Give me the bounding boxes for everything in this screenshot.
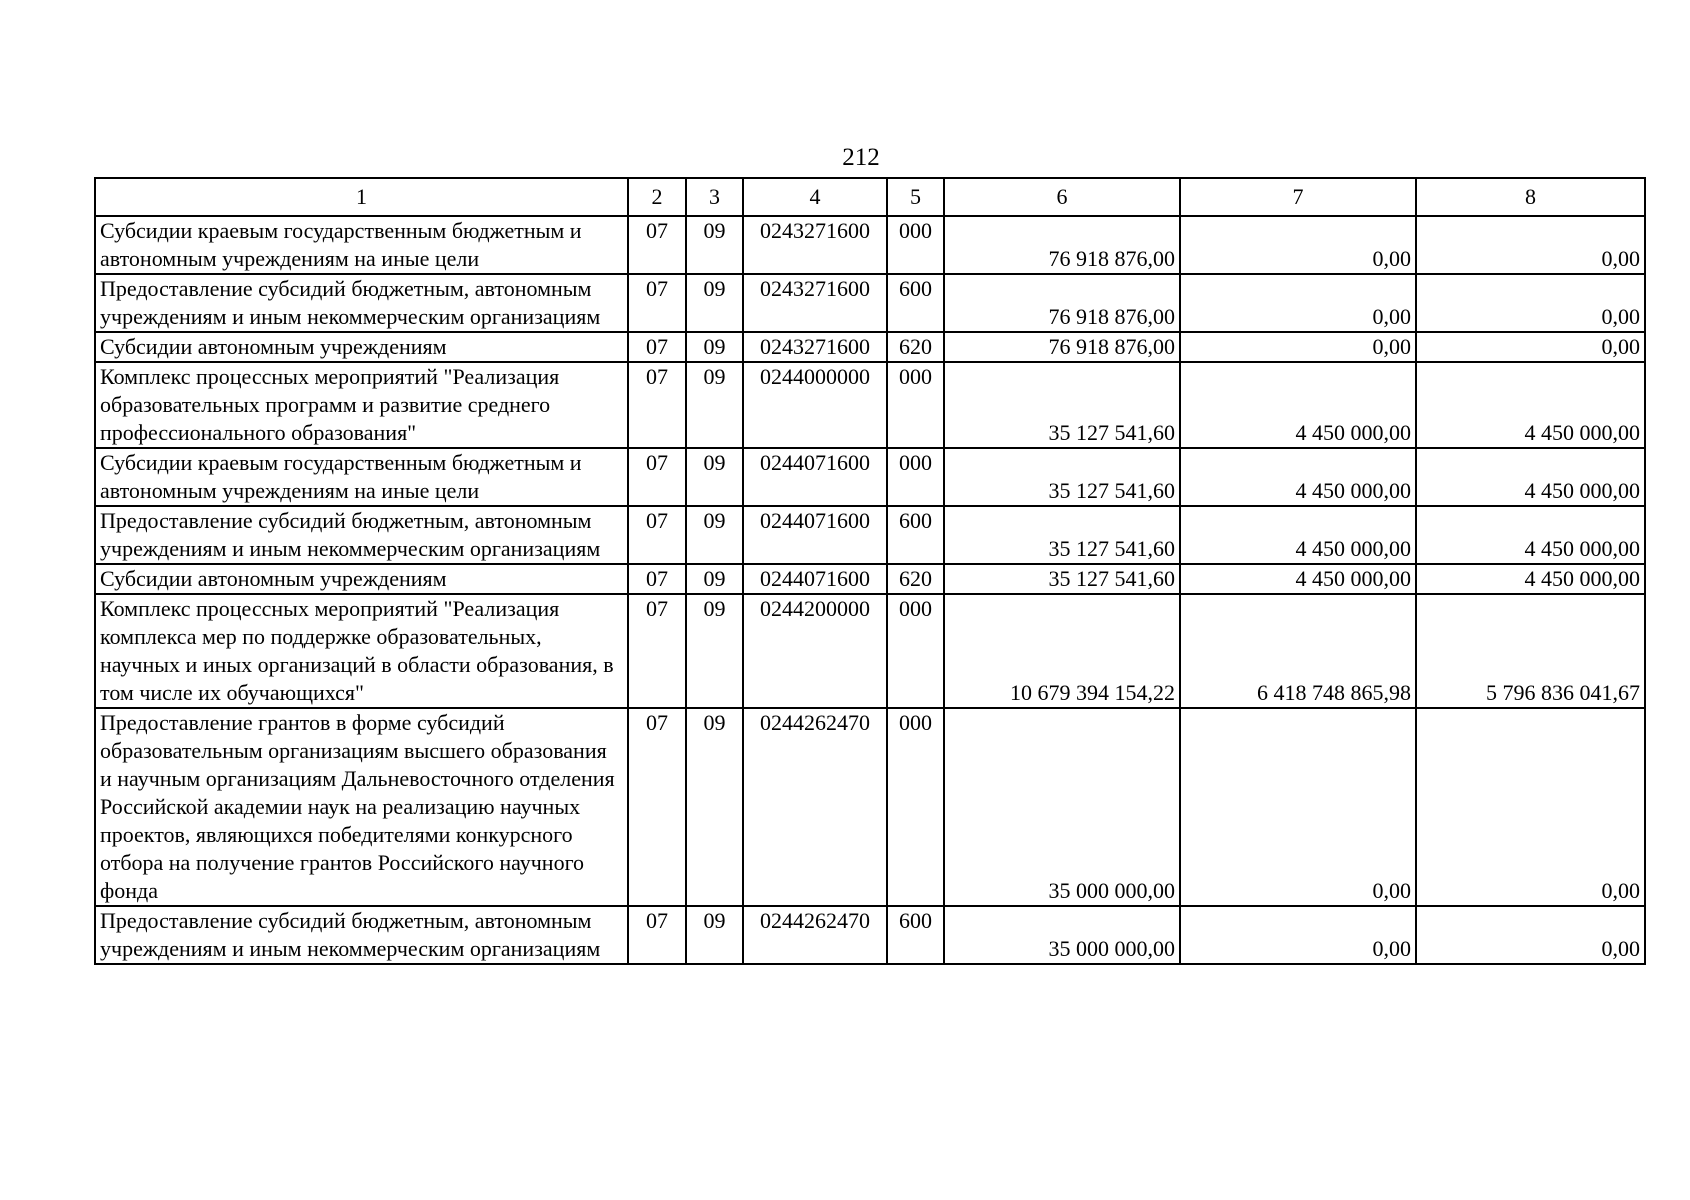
amount-col8-cell: 4 450 000,00 bbox=[1416, 448, 1645, 506]
target-code-cell: 0244071600 bbox=[743, 448, 887, 506]
amount-col8-cell: 4 450 000,00 bbox=[1416, 362, 1645, 448]
target-code-cell: 0244262470 bbox=[743, 906, 887, 964]
row-name-cell: Предоставление субсидий бюджетным, автономным учреждениям и иным некоммерческим организациям bbox=[95, 274, 628, 332]
expense-type-cell: 000 bbox=[887, 448, 944, 506]
amount-col7-cell: 0,00 bbox=[1180, 216, 1416, 274]
target-code-cell: 0244200000 bbox=[743, 594, 887, 708]
subsection-code-cell: 09 bbox=[686, 332, 743, 362]
subsection-code-cell: 09 bbox=[686, 506, 743, 564]
target-code-cell: 0243271600 bbox=[743, 216, 887, 274]
subsection-code-cell: 09 bbox=[686, 906, 743, 964]
row-name-cell: Субсидии автономным учреждениям bbox=[95, 564, 628, 594]
subsection-code-cell: 09 bbox=[686, 448, 743, 506]
row-name-cell: Комплекс процессных мероприятий "Реализация комплекса мер по поддержке образовательных, научных и иных организаций в области образования, в том числе их обучающихся" bbox=[95, 594, 628, 708]
expense-type-cell: 620 bbox=[887, 564, 944, 594]
section-code-cell: 07 bbox=[628, 274, 686, 332]
section-code-cell: 07 bbox=[628, 506, 686, 564]
amount-col8-cell: 0,00 bbox=[1416, 274, 1645, 332]
subsection-code-cell: 09 bbox=[686, 216, 743, 274]
header-cell-6: 6 bbox=[944, 178, 1180, 216]
amount-col8-cell: 0,00 bbox=[1416, 216, 1645, 274]
amount-col7-cell: 6 418 748 865,98 bbox=[1180, 594, 1416, 708]
table-row bbox=[95, 274, 1645, 332]
table-row bbox=[95, 448, 1645, 506]
row-name-cell: Субсидии краевым государственным бюджетным и автономным учреждениям на иные цели bbox=[95, 448, 628, 506]
page-number: 212 bbox=[842, 144, 880, 171]
target-code-cell: 0244262470 bbox=[743, 708, 887, 906]
amount-col6-cell: 35 127 541,60 bbox=[944, 506, 1180, 564]
amount-col7-cell: 4 450 000,00 bbox=[1180, 448, 1416, 506]
table-row bbox=[95, 216, 1645, 274]
amount-col7-cell: 0,00 bbox=[1180, 274, 1416, 332]
amount-col8-cell: 0,00 bbox=[1416, 332, 1645, 362]
section-code-cell: 07 bbox=[628, 906, 686, 964]
section-code-cell: 07 bbox=[628, 332, 686, 362]
section-code-cell: 07 bbox=[628, 362, 686, 448]
subsection-code-cell: 09 bbox=[686, 708, 743, 906]
section-code-cell: 07 bbox=[628, 708, 686, 906]
target-code-cell: 0243271600 bbox=[743, 332, 887, 362]
table-row bbox=[95, 362, 1645, 448]
section-code-cell: 07 bbox=[628, 564, 686, 594]
table-row bbox=[95, 906, 1645, 964]
amount-col6-cell: 35 127 541,60 bbox=[944, 564, 1180, 594]
amount-col8-cell: 4 450 000,00 bbox=[1416, 506, 1645, 564]
amount-col7-cell: 0,00 bbox=[1180, 906, 1416, 964]
subsection-code-cell: 09 bbox=[686, 362, 743, 448]
header-cell-3: 3 bbox=[686, 178, 743, 216]
subsection-code-cell: 09 bbox=[686, 594, 743, 708]
expense-type-cell: 600 bbox=[887, 274, 944, 332]
amount-col6-cell: 76 918 876,00 bbox=[944, 274, 1180, 332]
amount-col7-cell: 0,00 bbox=[1180, 708, 1416, 906]
target-code-cell: 0244071600 bbox=[743, 564, 887, 594]
amount-col6-cell: 35 127 541,60 bbox=[944, 362, 1180, 448]
row-name-cell: Субсидии автономным учреждениям bbox=[95, 332, 628, 362]
amount-col8-cell: 5 796 836 041,67 bbox=[1416, 594, 1645, 708]
row-name-cell: Предоставление субсидий бюджетным, автономным учреждениям и иным некоммерческим организациям bbox=[95, 506, 628, 564]
row-name-cell: Комплекс процессных мероприятий "Реализация образовательных программ и развитие среднего профессионального образования" bbox=[95, 362, 628, 448]
expense-type-cell: 000 bbox=[887, 708, 944, 906]
target-code-cell: 0243271600 bbox=[743, 274, 887, 332]
header-cell-8: 8 bbox=[1416, 178, 1645, 216]
header-cell-5: 5 bbox=[887, 178, 944, 216]
amount-col6-cell: 76 918 876,00 bbox=[944, 332, 1180, 362]
amount-col6-cell: 10 679 394 154,22 bbox=[944, 594, 1180, 708]
amount-col7-cell: 4 450 000,00 bbox=[1180, 362, 1416, 448]
subsection-code-cell: 09 bbox=[686, 274, 743, 332]
row-name-cell: Предоставление грантов в форме субсидий образовательным организациям высшего образования и научным организациям Дальневосточного отделения Российской академии наук на реализацию научных проектов, являющихся победителями конкурсного отбора на получение грантов Российского научного фонда bbox=[95, 708, 628, 906]
section-code-cell: 07 bbox=[628, 594, 686, 708]
expense-type-cell: 000 bbox=[887, 362, 944, 448]
amount-col8-cell: 0,00 bbox=[1416, 708, 1645, 906]
expense-type-cell: 000 bbox=[887, 594, 944, 708]
amount-col6-cell: 35 127 541,60 bbox=[944, 448, 1180, 506]
subsection-code-cell: 09 bbox=[686, 564, 743, 594]
amount-col8-cell: 4 450 000,00 bbox=[1416, 564, 1645, 594]
table-row bbox=[95, 564, 1645, 594]
amount-col7-cell: 4 450 000,00 bbox=[1180, 564, 1416, 594]
amount-col6-cell: 35 000 000,00 bbox=[944, 708, 1180, 906]
expense-type-cell: 600 bbox=[887, 906, 944, 964]
target-code-cell: 0244000000 bbox=[743, 362, 887, 448]
amount-col6-cell: 35 000 000,00 bbox=[944, 906, 1180, 964]
expense-type-cell: 620 bbox=[887, 332, 944, 362]
header-cell-2: 2 bbox=[628, 178, 686, 216]
expense-type-cell: 000 bbox=[887, 216, 944, 274]
header-cell-1: 1 bbox=[95, 178, 628, 216]
table-row bbox=[95, 506, 1645, 564]
expense-type-cell: 600 bbox=[887, 506, 944, 564]
amount-col7-cell: 0,00 bbox=[1180, 332, 1416, 362]
target-code-cell: 0244071600 bbox=[743, 506, 887, 564]
section-code-cell: 07 bbox=[628, 216, 686, 274]
table-row bbox=[95, 594, 1645, 708]
table-row bbox=[95, 332, 1645, 362]
amount-col7-cell: 4 450 000,00 bbox=[1180, 506, 1416, 564]
amount-col6-cell: 76 918 876,00 bbox=[944, 216, 1180, 274]
header-row bbox=[95, 178, 1645, 216]
header-cell-4: 4 bbox=[743, 178, 887, 216]
section-code-cell: 07 bbox=[628, 448, 686, 506]
table-row bbox=[95, 708, 1645, 906]
row-name-cell: Предоставление субсидий бюджетным, автономным учреждениям и иным некоммерческим организациям bbox=[95, 906, 628, 964]
budget-table bbox=[94, 177, 1646, 965]
header-cell-7: 7 bbox=[1180, 178, 1416, 216]
amount-col8-cell: 0,00 bbox=[1416, 906, 1645, 964]
row-name-cell: Субсидии краевым государственным бюджетным и автономным учреждениям на иные цели bbox=[95, 216, 628, 274]
